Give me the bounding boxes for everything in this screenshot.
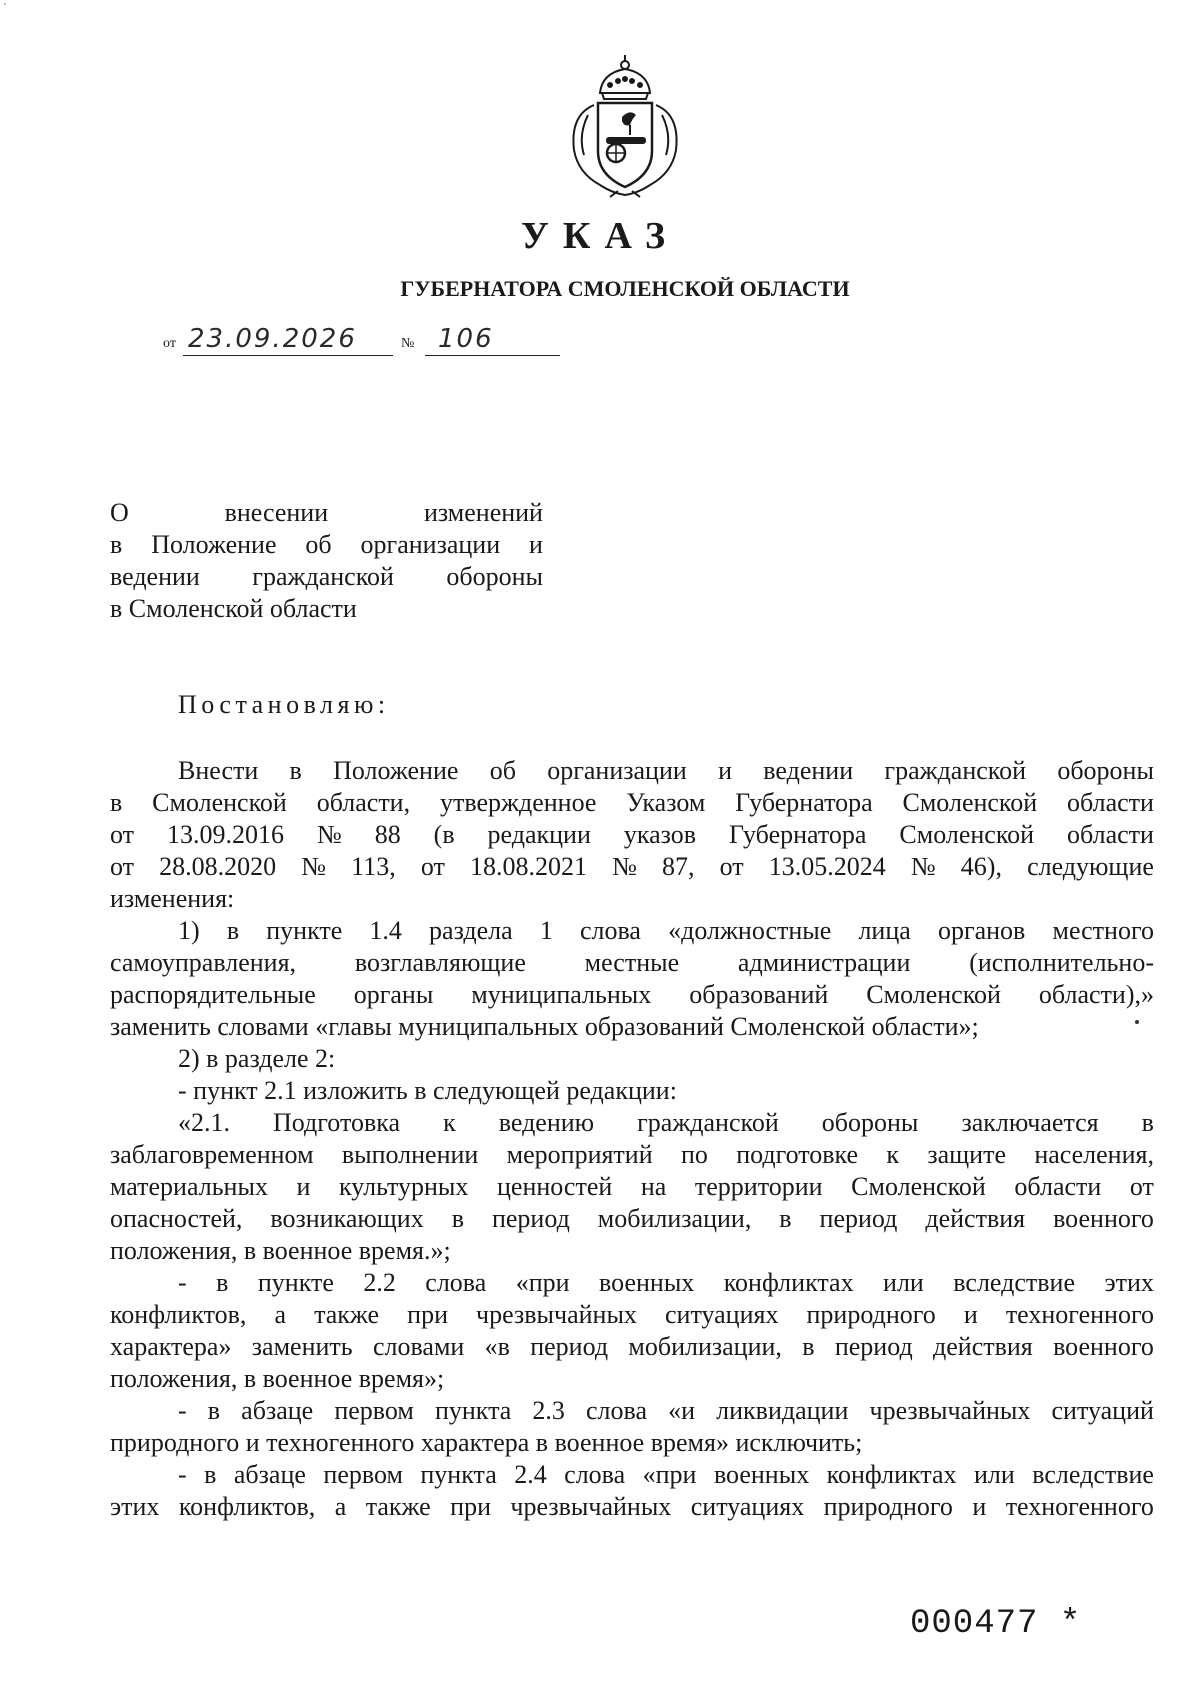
body-line-text: положения, в военное время.»; (110, 1236, 451, 1265)
scan-mark: ʹ (4, 2, 7, 13)
subject-word: обороны (446, 562, 543, 591)
body-line (110, 1427, 1154, 1459)
body-line: Внести в Положение об организации и ведении гражданской обороны (178, 756, 1154, 785)
subject-word: Положение (151, 530, 277, 559)
body-line: этих конфликтов, а также при чрезвычайных ситуациях природного и техногенного (110, 1492, 1154, 1521)
date-prefix: от (163, 336, 176, 351)
coat-of-arms-emblem (560, 55, 690, 205)
subject-line (110, 497, 543, 529)
body-line: материальных и культурных ценностей на территории Смоленской области от (110, 1172, 1154, 1201)
body-line: конфликтов, а также при чрезвычайных ситуациях природного и техногенного (110, 1300, 1154, 1329)
document-issuer: ГУБЕРНАТОРА СМОЛЕНСКОЙ ОБЛАСТИ (400, 276, 850, 301)
subject-line (110, 593, 543, 625)
body-line-text: заменить словами «главы муниципальных образований Смоленской области»; (110, 1012, 979, 1041)
subject-word: организации (360, 530, 501, 559)
date-number-row (163, 322, 633, 356)
body-line: от 28.08.2020 № 113, от 18.08.2021 № 87, от 13.05.2024 № 46), следующие (110, 852, 1154, 881)
body-line (110, 1075, 1154, 1107)
subject-word: внесении (224, 498, 329, 527)
decree-word: Постановляю: (178, 690, 390, 719)
body-line-text: - пункт 2.1 изложить в следующей редакции: (178, 1076, 677, 1105)
subject-line (110, 529, 543, 561)
subject-word: в (110, 530, 123, 559)
body-line-text: изменения: (110, 884, 235, 913)
body-line: - в абзаце первом пункта 2.3 слова «и ликвидации чрезвычайных ситуаций (178, 1396, 1154, 1425)
body-line (110, 1235, 1154, 1267)
body-line-text: природного и техногенного характера в военное время» исключить; (110, 1428, 863, 1457)
body-line: опасностей, возникающих в период мобилизации, в период действия военного (110, 1204, 1154, 1233)
document-title: УКАЗ (521, 215, 679, 257)
handwritten-date: 23.09.2026 (188, 324, 357, 354)
subject-word: об (305, 530, 332, 559)
body-line: характера» заменить словами «в период мобилизации, в период действия военного (110, 1332, 1154, 1361)
serial-number: 000477 * (910, 1605, 1082, 1643)
body-line: в Смоленской области, утвержденное Указом Губернатора Смоленской области (110, 788, 1154, 817)
body-line: «2.1. Подготовка к ведению гражданской обороны заключается в (178, 1108, 1154, 1137)
body-line (110, 1011, 1154, 1043)
subject-word: гражданской (252, 562, 394, 591)
subject-word: ведении (110, 562, 200, 591)
body-line: - в пункте 2.2 слова «при военных конфликтах или вследствие этих (178, 1268, 1154, 1297)
body-line (110, 1043, 1154, 1075)
number-prefix: № (401, 336, 415, 351)
body-line-text: положения, в военное время»; (110, 1364, 445, 1393)
body-line (110, 883, 1154, 915)
scan-speck (1135, 1020, 1139, 1024)
body-line: - в абзаце первом пункта 2.4 слова «при военных конфликтах или вследствие (178, 1460, 1154, 1489)
subject-word: изменений (423, 498, 543, 527)
subject-word: и (529, 530, 543, 559)
decree-body (110, 755, 1154, 1523)
body-line-text: 2) в разделе 2: (178, 1044, 336, 1073)
subject-word: О (110, 498, 129, 527)
handwritten-number: 106 (438, 324, 494, 354)
body-line: 1) в пункте 1.4 раздела 1 слова «должностные лица органов местного (178, 916, 1154, 945)
subject-word: в Смоленской области (110, 594, 357, 623)
subject-line (110, 561, 543, 593)
decree-subject (110, 497, 543, 625)
body-line: заблаговременном выполнении мероприятий по подготовке к защите населения, (110, 1140, 1154, 1169)
body-line (110, 1363, 1154, 1395)
body-line: от 13.09.2016 № 88 (в редакции указов Губернатора Смоленской области (110, 820, 1154, 849)
body-line: распорядительные органы муниципальных образований Смоленской области),» (110, 980, 1154, 1009)
body-line: самоуправления, возглавляющие местные администрации (исполнительно- (110, 948, 1154, 977)
